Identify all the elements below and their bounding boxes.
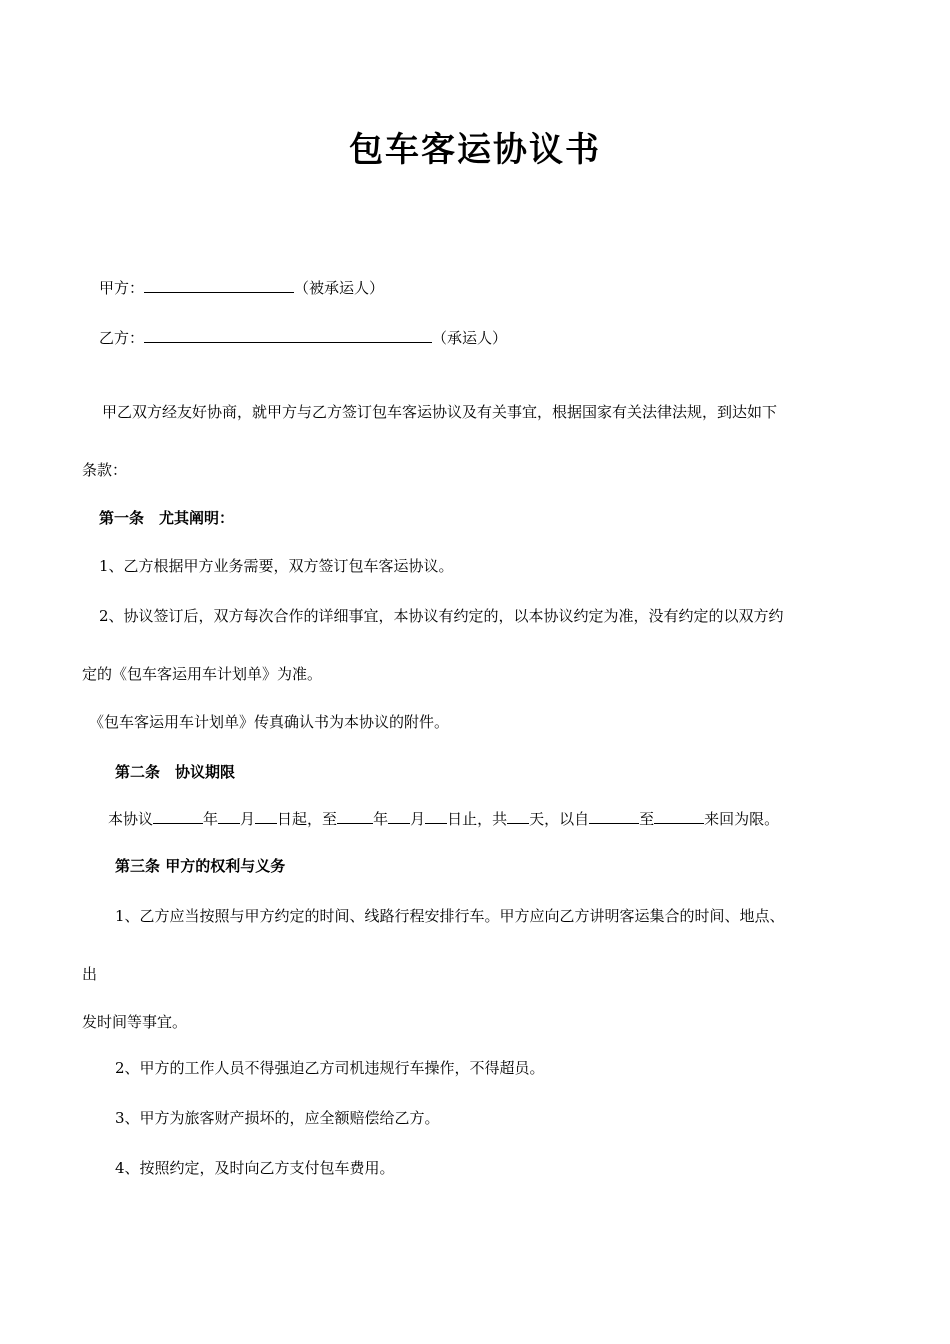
term-text: 年	[373, 810, 389, 828]
article-3-item-1-line-3: 发时间等事宜。	[82, 1013, 188, 1031]
term-text: 年	[203, 810, 219, 828]
article-3-item-4: 4、按照约定，及时向乙方支付包车费用。	[115, 1159, 395, 1177]
party-b-label: 乙方：	[99, 329, 145, 347]
document-title: 包车客运协议书	[349, 130, 601, 170]
term-start-month-blank	[218, 808, 240, 824]
term-text: 来回为限。	[704, 810, 780, 828]
article-1-item-1: 1、乙方根据甲方业务需要，双方签订包车客运协议。	[99, 557, 454, 575]
term-start-year-blank	[153, 808, 203, 824]
article-1-note: 《包车客运用车计划单》传真确认书为本协议的附件。	[89, 713, 450, 731]
article-1-item-2-line-1: 2、协议签订后，双方每次合作的详细事宜，本协议有约定的，以本协议约定为准，没有约定的以双方约	[99, 607, 784, 625]
term-text: 天，以自	[529, 810, 590, 828]
term-days-blank	[507, 808, 529, 824]
article-3-item-2: 2、甲方的工作人员不得强迫乙方司机违规行车操作，不得超员。	[115, 1059, 545, 1077]
term-text: 本协议	[108, 810, 154, 828]
article-3-item-1-line-2: 出	[82, 965, 98, 983]
party-a-line	[99, 277, 384, 298]
term-to-blank	[654, 808, 704, 824]
term-from-blank	[589, 808, 639, 824]
intro-line-1: 甲乙双方经友好协商，就甲方与乙方签订包车客运协议及有关事宜，根据国家有关法律法规，到达如下	[102, 403, 778, 421]
article-2-term	[108, 808, 779, 829]
term-end-day-blank	[425, 808, 447, 824]
party-b-blank	[144, 327, 432, 343]
term-end-month-blank	[388, 808, 410, 824]
term-text: 至	[639, 810, 655, 828]
term-end-year-blank	[337, 808, 373, 824]
party-b-line	[99, 327, 507, 348]
term-start-day-blank	[255, 808, 277, 824]
term-text: 月	[410, 810, 426, 828]
article-3-item-3: 3、甲方为旅客财产损坏的，应全额赔偿给乙方。	[115, 1109, 440, 1127]
article-1-item-2-line-2: 定的《包车客运用车计划单》为准。	[82, 665, 323, 683]
party-b-role: （承运人）	[432, 329, 508, 347]
article-3-item-1-line-1: 1、乙方应当按照与甲方约定的时间、线路行程安排行车。甲方应向乙方讲明客运集合的时间、地点、	[115, 907, 785, 925]
intro-line-2: 条款：	[82, 461, 128, 479]
article-2-heading: 第二条 协议期限	[115, 763, 236, 781]
article-1-heading: 第一条 尤其阐明：	[99, 509, 235, 527]
party-a-role: （被承运人）	[294, 279, 385, 297]
party-a-label: 甲方：	[99, 279, 145, 297]
party-a-blank	[144, 277, 294, 293]
article-3-heading: 第三条 甲方的权利与义务	[115, 857, 286, 875]
term-text: 日起，至	[277, 810, 338, 828]
term-text: 日止，共	[447, 810, 508, 828]
term-text: 月	[240, 810, 256, 828]
